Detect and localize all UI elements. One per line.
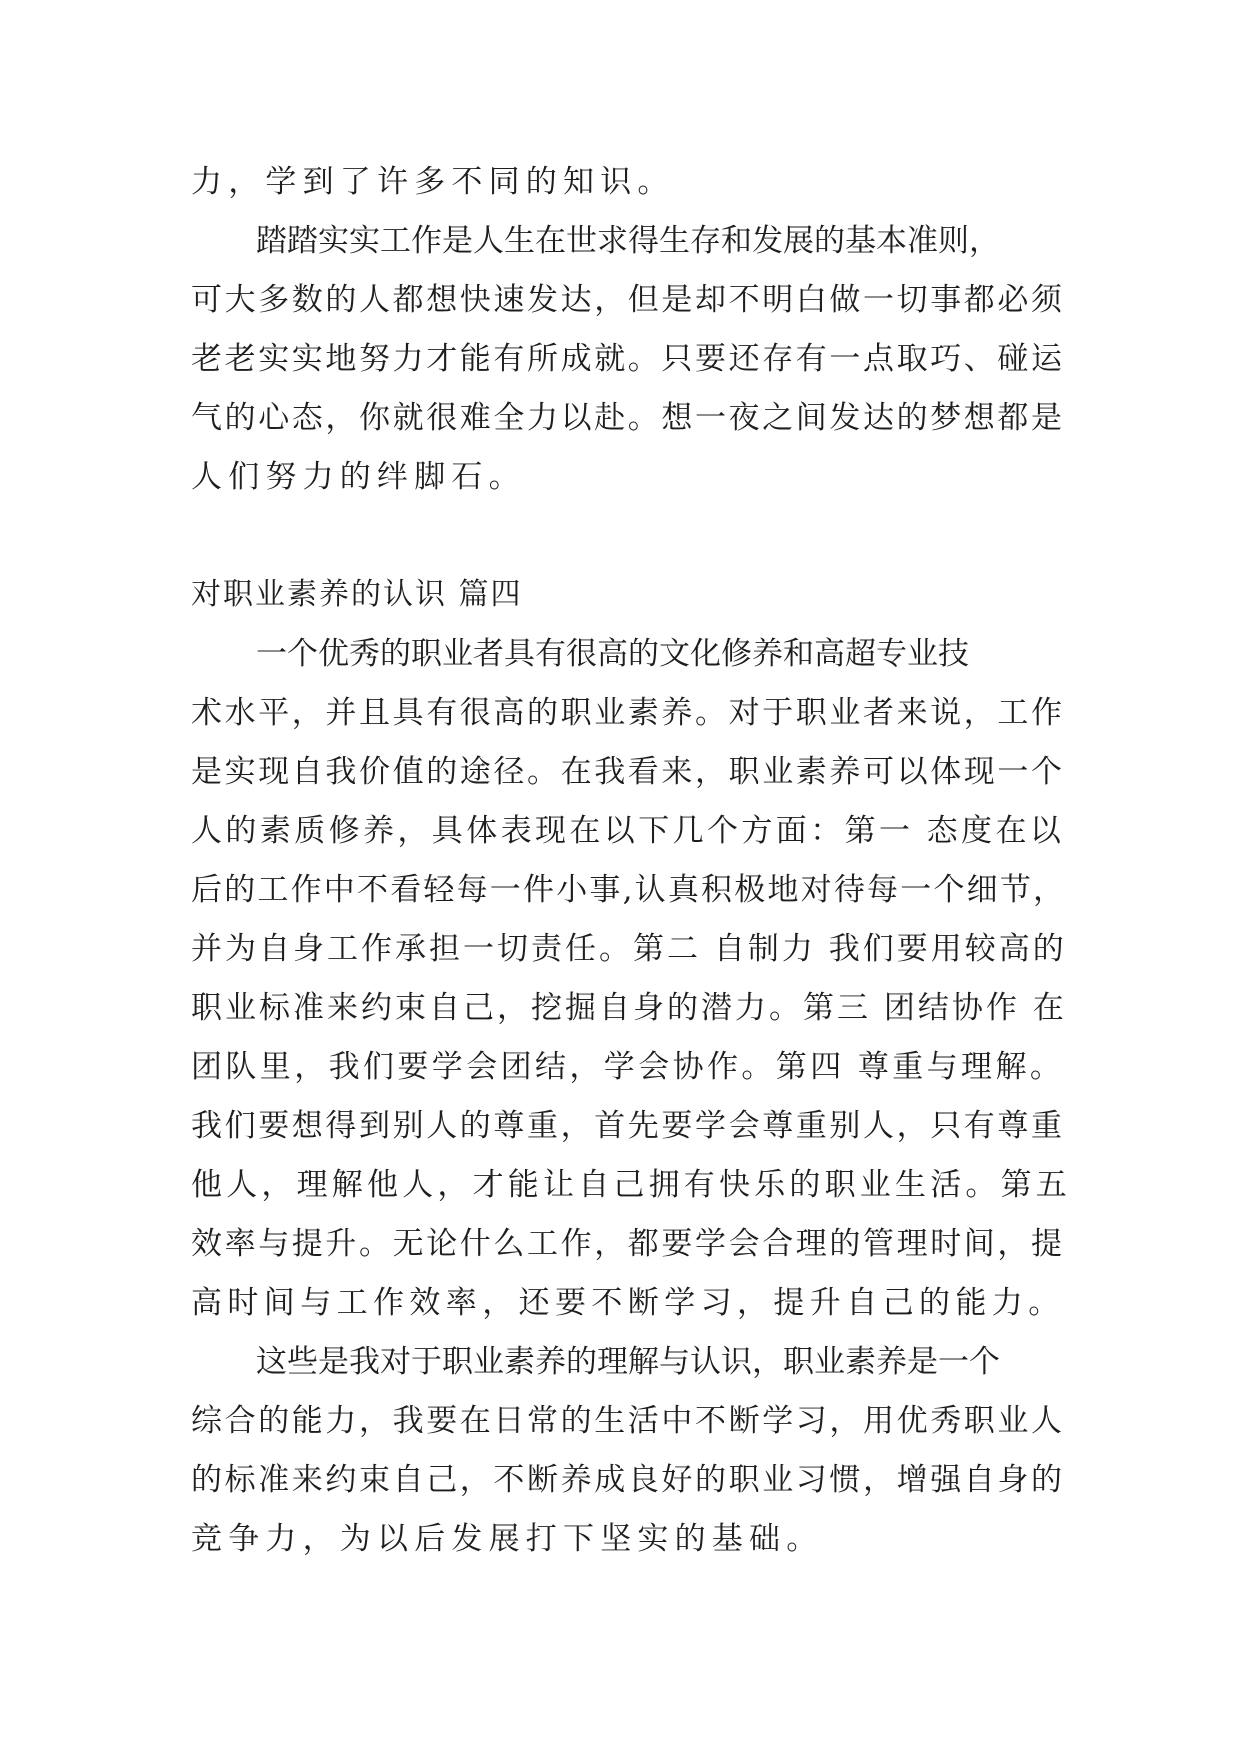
text-line: 团队里，我们要学会团结，学会协作。第四 尊重与理解。 xyxy=(191,1049,1065,1085)
text-line: 并为自身工作承担一切责任。第二 自制力 我们要用较高的 xyxy=(191,931,1067,967)
text-line: 一个优秀的职业者具有很高的文化修养和高超专业技 xyxy=(256,636,969,672)
text-line: 他人，理解他人，才能让自己拥有快乐的职业生活。第五 xyxy=(191,1167,1071,1203)
text-line: 老老实实地努力才能有所成就。只要还存有一点取巧、碰运 xyxy=(191,341,1065,377)
text-line: 踏踏实实工作是人生在世求得生存和发展的基本准则， xyxy=(256,223,1000,259)
text-line: 人们努力的绊脚石。 xyxy=(191,459,526,495)
text-line: 这些是我对于职业素养的理解与认识，职业素养是一个 xyxy=(256,1344,1000,1380)
text-line: 高时间与工作效率，还要不断学习，提升自己的能力。 xyxy=(191,1285,1065,1321)
text-line: 效率与提升。无论什么工作，都要学会合理的管理时间，提 xyxy=(191,1226,1065,1262)
text-line: 我们要想得到别人的尊重，首先要学会尊重别人，只有尊重 xyxy=(191,1108,1065,1144)
text-line: 的标准来约束自己，不断养成良好的职业习惯，增强自身的 xyxy=(191,1462,1065,1498)
text-line: 竞争力，为以后发展打下坚实的基础。 xyxy=(191,1521,824,1557)
text-line: 力，学到了许多不同的知识。 xyxy=(191,164,675,200)
section-heading: 对职业素养的认识 篇四 xyxy=(191,577,523,612)
text-line: 后的工作中不看轻每一件小事,认真积极地对待每一个细节， xyxy=(191,872,1067,908)
text-line: 职业标准来约束自己，挖掘自身的潜力。第三 团结协作 在 xyxy=(191,990,1067,1026)
text-line: 综合的能力，我要在日常的生活中不断学习，用优秀职业人 xyxy=(191,1403,1065,1439)
text-line: 人的素质修养，具体表现在以下几个方面：第一 态度在以 xyxy=(191,813,1065,849)
text-line: 是实现自我价值的途径。在我看来，职业素养可以体现一个 xyxy=(191,754,1065,790)
text-line: 术水平，并且具有很高的职业素养。对于职业者来说，工作 xyxy=(191,695,1065,731)
text-line: 可大多数的人都想快速发达，但是却不明白做一切事都必须 xyxy=(191,282,1065,318)
text-line: 气的心态，你就很难全力以赴。想一夜之间发达的梦想都是 xyxy=(191,400,1065,436)
